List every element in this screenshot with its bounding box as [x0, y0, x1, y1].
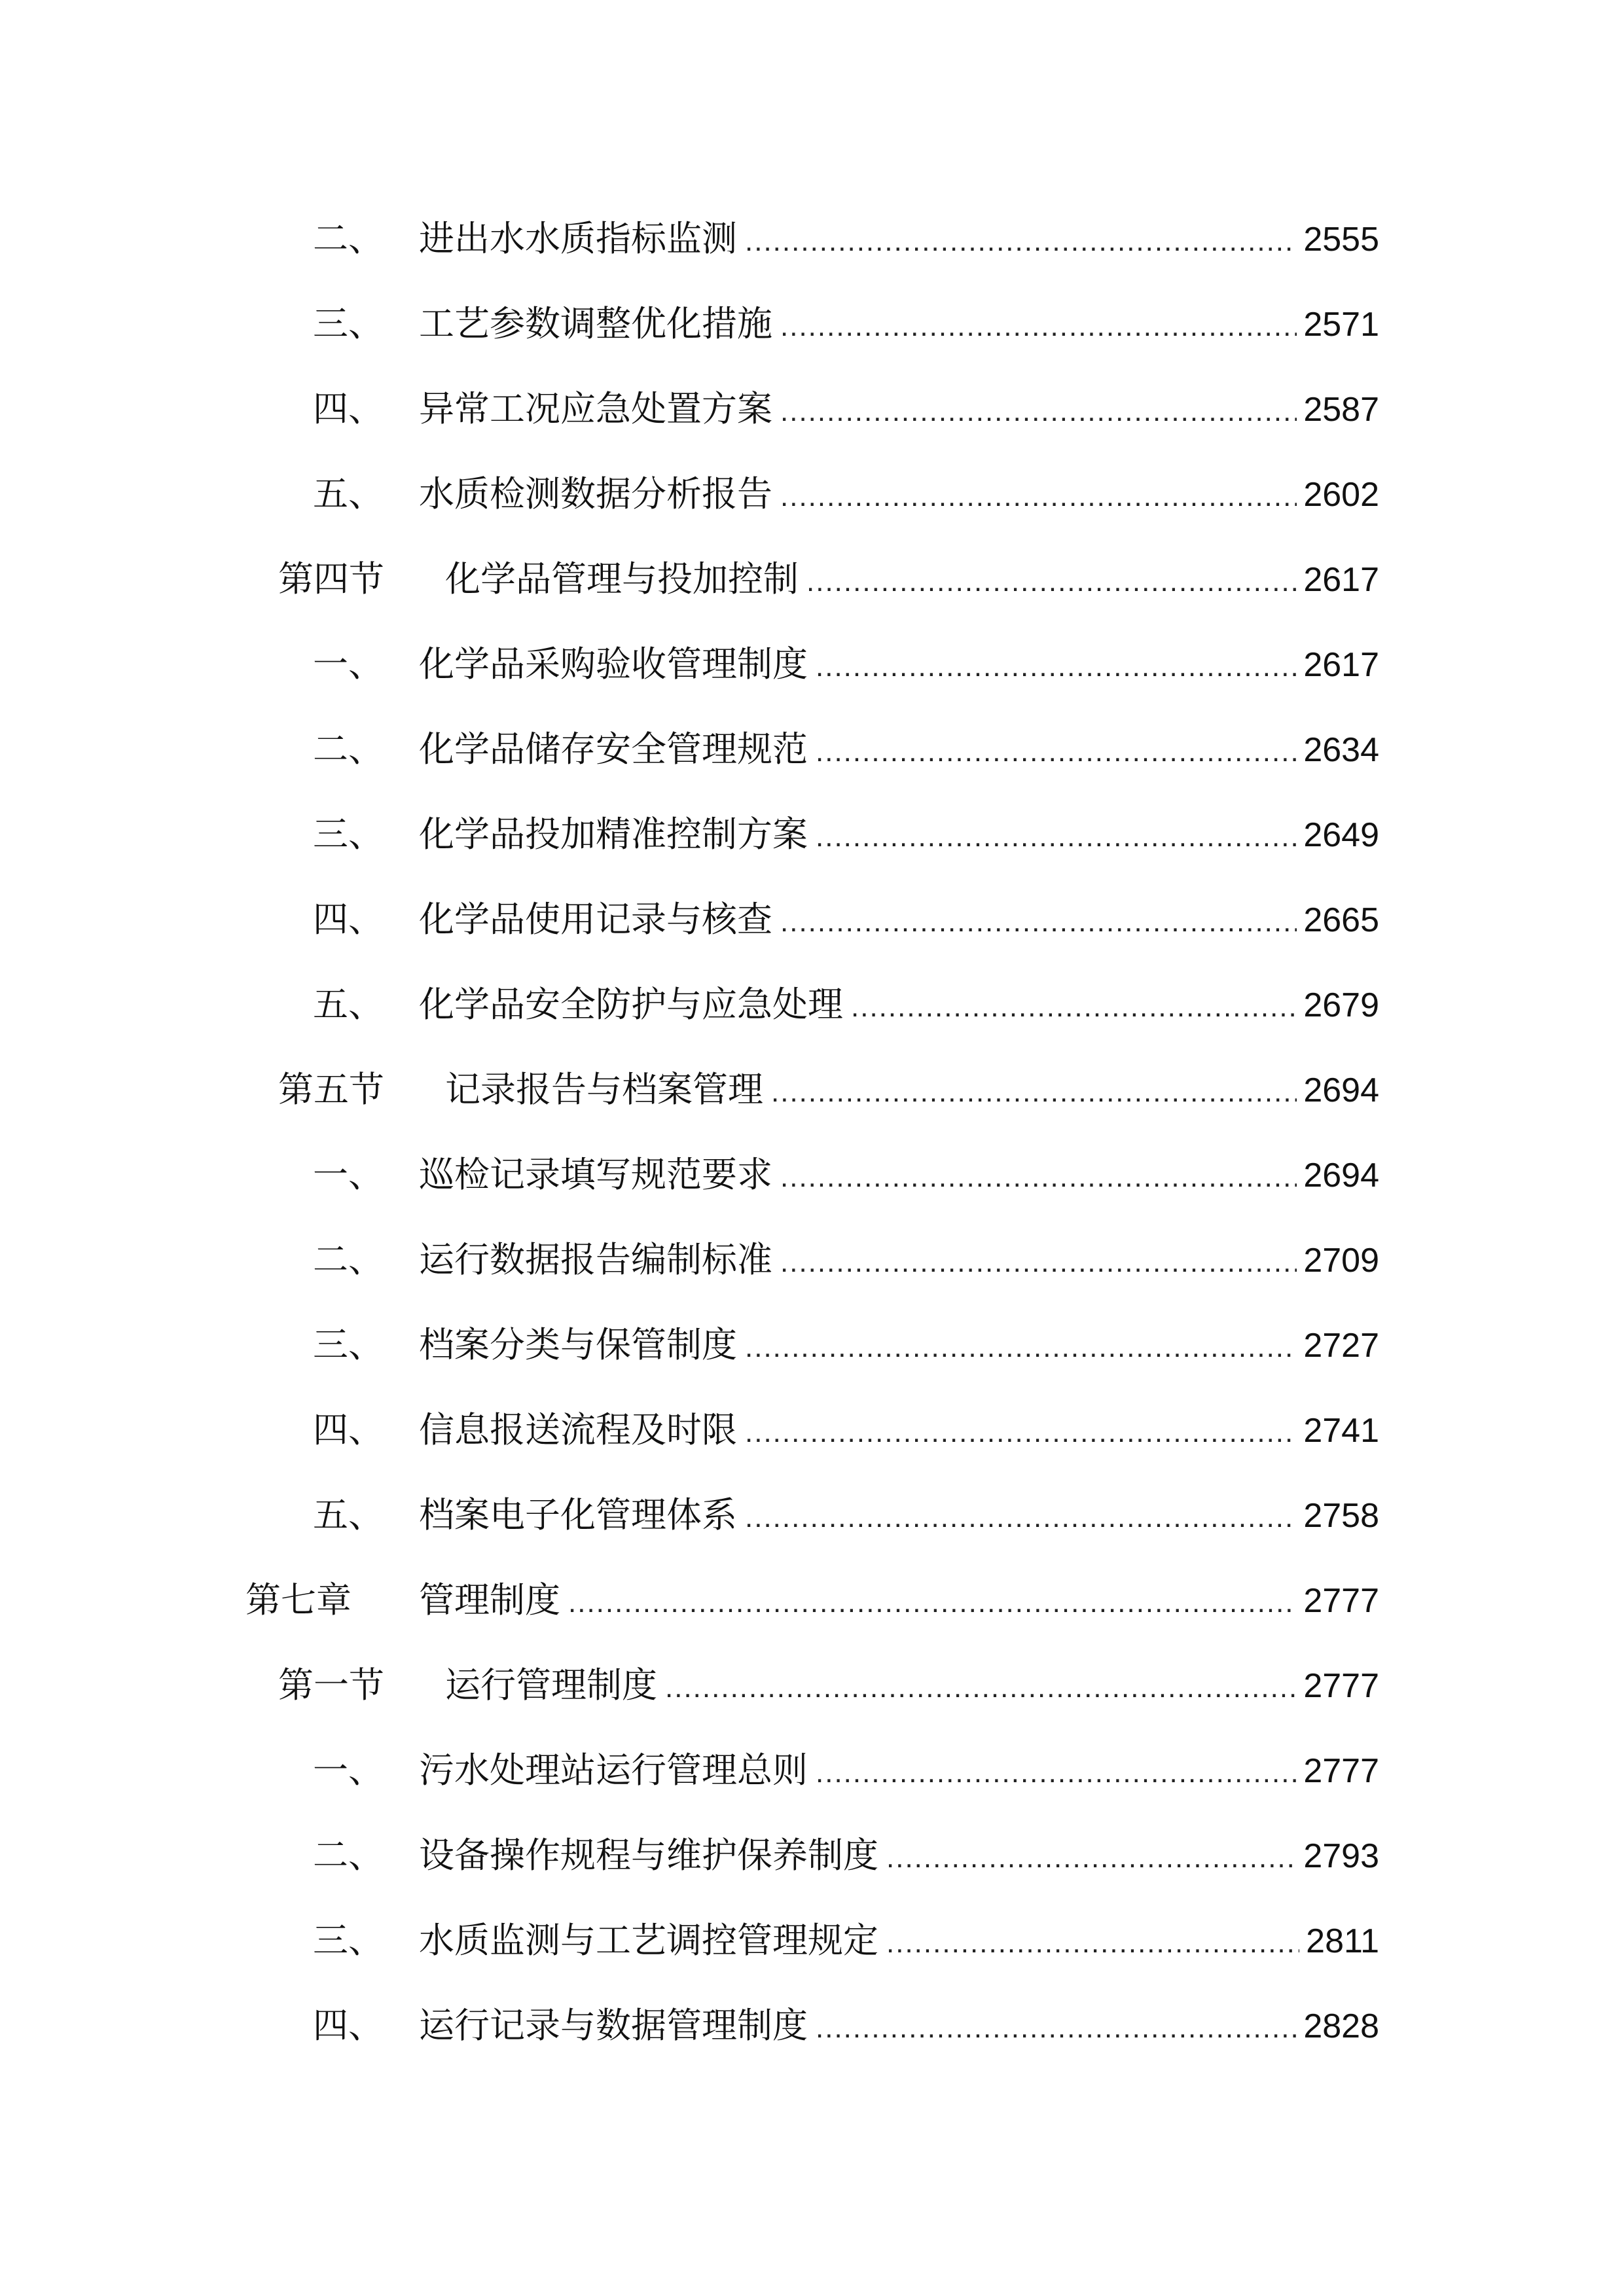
toc-entry-number: 三、 — [313, 1324, 384, 1365]
toc-entry-row — [419, 1239, 1379, 1280]
toc-entry-number: 一、 — [313, 1749, 384, 1791]
toc-entry-title: 化学品管理与投加控制 — [445, 558, 799, 600]
toc-entry-title: 化学品储存安全管理规范 — [419, 728, 808, 770]
toc-entry-row — [419, 1409, 1379, 1450]
toc-entry-item[interactable] — [0, 1898, 1624, 1983]
toc-entry-number: 第一节 — [278, 1664, 384, 1706]
toc-entry-row — [419, 1920, 1379, 1961]
toc-entry-number: 三、 — [313, 1920, 384, 1961]
table-of-contents — [0, 196, 1624, 2068]
toc-entry-title: 异常工况应急处置方案 — [419, 388, 772, 429]
toc-entry-row — [419, 728, 1379, 770]
toc-entry-section[interactable] — [0, 1643, 1624, 1728]
toc-entry-page: 2811 — [1306, 1922, 1379, 1960]
toc-entry-row — [419, 643, 1379, 685]
toc-entry-row — [419, 984, 1379, 1025]
toc-entry-item[interactable] — [0, 1132, 1624, 1217]
toc-entry-number: 二、 — [313, 1835, 384, 1876]
toc-entry-item[interactable] — [0, 1983, 1624, 2068]
toc-entry-number: 第七章 — [245, 1579, 352, 1621]
toc-entry-chapter[interactable] — [0, 1558, 1624, 1643]
toc-entry-row — [419, 1324, 1379, 1365]
toc-entry-number: 四、 — [313, 1409, 384, 1450]
toc-entry-title: 记录报告与档案管理 — [445, 1069, 763, 1110]
toc-entry-item[interactable] — [0, 877, 1624, 962]
toc-entry-page: 2793 — [1303, 1837, 1379, 1875]
toc-entry-item[interactable] — [0, 367, 1624, 452]
toc-entry-item[interactable] — [0, 792, 1624, 877]
toc-entry-title: 信息报送流程及时限 — [419, 1409, 737, 1450]
toc-entry-page: 2617 — [1303, 646, 1379, 684]
toc-entry-number: 第四节 — [278, 558, 384, 600]
toc-entry-number: 四、 — [313, 899, 384, 940]
toc-entry-page: 2741 — [1303, 1412, 1379, 1450]
dot-leader — [816, 1759, 1297, 1787]
toc-entry-number: 二、 — [313, 218, 384, 259]
toc-entry-number: 三、 — [313, 814, 384, 855]
toc-entry-title: 巡检记录填写规范要求 — [419, 1154, 772, 1195]
toc-entry-row — [419, 218, 1379, 259]
toc-entry-title: 运行数据报告编制标准 — [419, 1239, 772, 1280]
toc-entry-title: 水质监测与工艺调控管理规定 — [419, 1920, 878, 1961]
toc-entry-row — [419, 1749, 1379, 1791]
toc-entry-number: 二、 — [313, 1239, 384, 1280]
toc-entry-page: 2828 — [1303, 2007, 1379, 2045]
toc-entry-item[interactable] — [0, 1728, 1624, 1813]
toc-entry-title: 化学品投加精准控制方案 — [419, 814, 808, 855]
toc-entry-title: 管理制度 — [419, 1579, 560, 1621]
toc-entry-number: 四、 — [313, 388, 384, 429]
toc-entry-item[interactable] — [0, 196, 1624, 281]
toc-entry-item[interactable] — [0, 1473, 1624, 1558]
dot-leader — [886, 1929, 1299, 1958]
toc-entry-page: 2679 — [1303, 986, 1379, 1024]
toc-entry-row — [419, 1835, 1379, 1876]
dot-leader — [745, 227, 1297, 256]
dot-leader — [745, 1333, 1297, 1362]
toc-entry-title: 化学品使用记录与核查 — [419, 899, 772, 940]
toc-entry-item[interactable] — [0, 707, 1624, 792]
toc-entry-title: 工艺参数调整优化措施 — [419, 303, 772, 344]
dot-leader — [816, 2014, 1297, 2043]
dot-leader — [745, 1418, 1297, 1447]
toc-entry-page: 2617 — [1303, 561, 1379, 599]
toc-entry-page: 2555 — [1303, 221, 1379, 259]
toc-entry-item[interactable] — [0, 1388, 1624, 1473]
toc-entry-row — [419, 473, 1379, 514]
toc-entry-title: 设备操作规程与维护保养制度 — [419, 1835, 878, 1876]
toc-entry-number: 五、 — [313, 984, 384, 1025]
toc-entry-page: 2727 — [1303, 1327, 1379, 1365]
dot-leader — [816, 738, 1297, 766]
toc-entry-number: 一、 — [313, 643, 384, 685]
toc-entry-title: 水质检测数据分析报告 — [419, 473, 772, 514]
toc-entry-item[interactable] — [0, 1302, 1624, 1388]
dot-leader — [780, 908, 1297, 937]
toc-entry-page: 2777 — [1303, 1752, 1379, 1790]
toc-entry-row — [419, 2005, 1379, 2046]
toc-entry-page: 2777 — [1303, 1582, 1379, 1620]
toc-entry-row — [445, 1069, 1379, 1110]
dot-leader — [806, 567, 1297, 596]
toc-entry-number: 第五节 — [278, 1069, 384, 1110]
dot-leader — [886, 1844, 1297, 1873]
toc-entry-row — [419, 1154, 1379, 1195]
toc-entry-title: 档案电子化管理体系 — [419, 1494, 737, 1535]
dot-leader — [780, 312, 1297, 341]
toc-entry-title: 档案分类与保管制度 — [419, 1324, 737, 1365]
toc-entry-number: 四、 — [313, 2005, 384, 2046]
dot-leader — [780, 1163, 1297, 1192]
dot-leader — [665, 1674, 1297, 1702]
toc-entry-title: 进出水水质指标监测 — [419, 218, 737, 259]
toc-entry-title: 运行管理制度 — [445, 1664, 657, 1706]
toc-entry-number: 五、 — [313, 473, 384, 514]
toc-entry-row — [445, 1664, 1379, 1706]
toc-entry-item[interactable] — [0, 1813, 1624, 1898]
dot-leader — [851, 993, 1297, 1022]
toc-entry-title: 化学品安全防护与应急处理 — [419, 984, 843, 1025]
toc-entry-title: 化学品采购验收管理制度 — [419, 643, 808, 685]
toc-entry-number: 一、 — [313, 1154, 384, 1195]
dot-leader — [780, 1248, 1297, 1277]
toc-entry-row — [419, 1494, 1379, 1535]
toc-entry-item[interactable] — [0, 622, 1624, 707]
toc-entry-page: 2665 — [1303, 901, 1379, 939]
toc-entry-item[interactable] — [0, 281, 1624, 367]
toc-entry-row — [419, 388, 1379, 429]
dot-leader — [745, 1503, 1297, 1532]
toc-entry-page: 2587 — [1303, 391, 1379, 429]
toc-entry-row — [419, 303, 1379, 344]
toc-entry-page: 2694 — [1303, 1157, 1379, 1194]
toc-entry-page: 2649 — [1303, 816, 1379, 854]
toc-entry-row — [445, 558, 1379, 600]
toc-entry-row — [419, 814, 1379, 855]
toc-entry-page: 2777 — [1303, 1667, 1379, 1705]
toc-entry-page: 2602 — [1303, 476, 1379, 514]
toc-entry-title: 运行记录与数据管理制度 — [419, 2005, 808, 2046]
toc-entry-page: 2571 — [1303, 306, 1379, 344]
toc-entry-row — [419, 1579, 1379, 1621]
toc-entry-number: 三、 — [313, 303, 384, 344]
dot-leader — [780, 397, 1297, 426]
toc-entry-page: 2758 — [1303, 1497, 1379, 1535]
toc-entry-title: 污水处理站运行管理总则 — [419, 1749, 808, 1791]
dot-leader — [771, 1078, 1297, 1107]
toc-entry-page: 2694 — [1303, 1071, 1379, 1109]
toc-entry-section[interactable] — [0, 1047, 1624, 1132]
toc-entry-number: 二、 — [313, 728, 384, 770]
dot-leader — [816, 653, 1297, 681]
toc-entry-item[interactable] — [0, 1217, 1624, 1302]
toc-entry-section[interactable] — [0, 537, 1624, 622]
toc-entry-item[interactable] — [0, 962, 1624, 1047]
toc-entry-number: 五、 — [313, 1494, 384, 1535]
toc-entry-row — [419, 899, 1379, 940]
dot-leader — [816, 823, 1297, 852]
toc-entry-page: 2634 — [1303, 731, 1379, 769]
dot-leader — [780, 482, 1297, 511]
dot-leader — [568, 1588, 1297, 1617]
toc-entry-item[interactable] — [0, 452, 1624, 537]
toc-entry-page: 2709 — [1303, 1242, 1379, 1280]
